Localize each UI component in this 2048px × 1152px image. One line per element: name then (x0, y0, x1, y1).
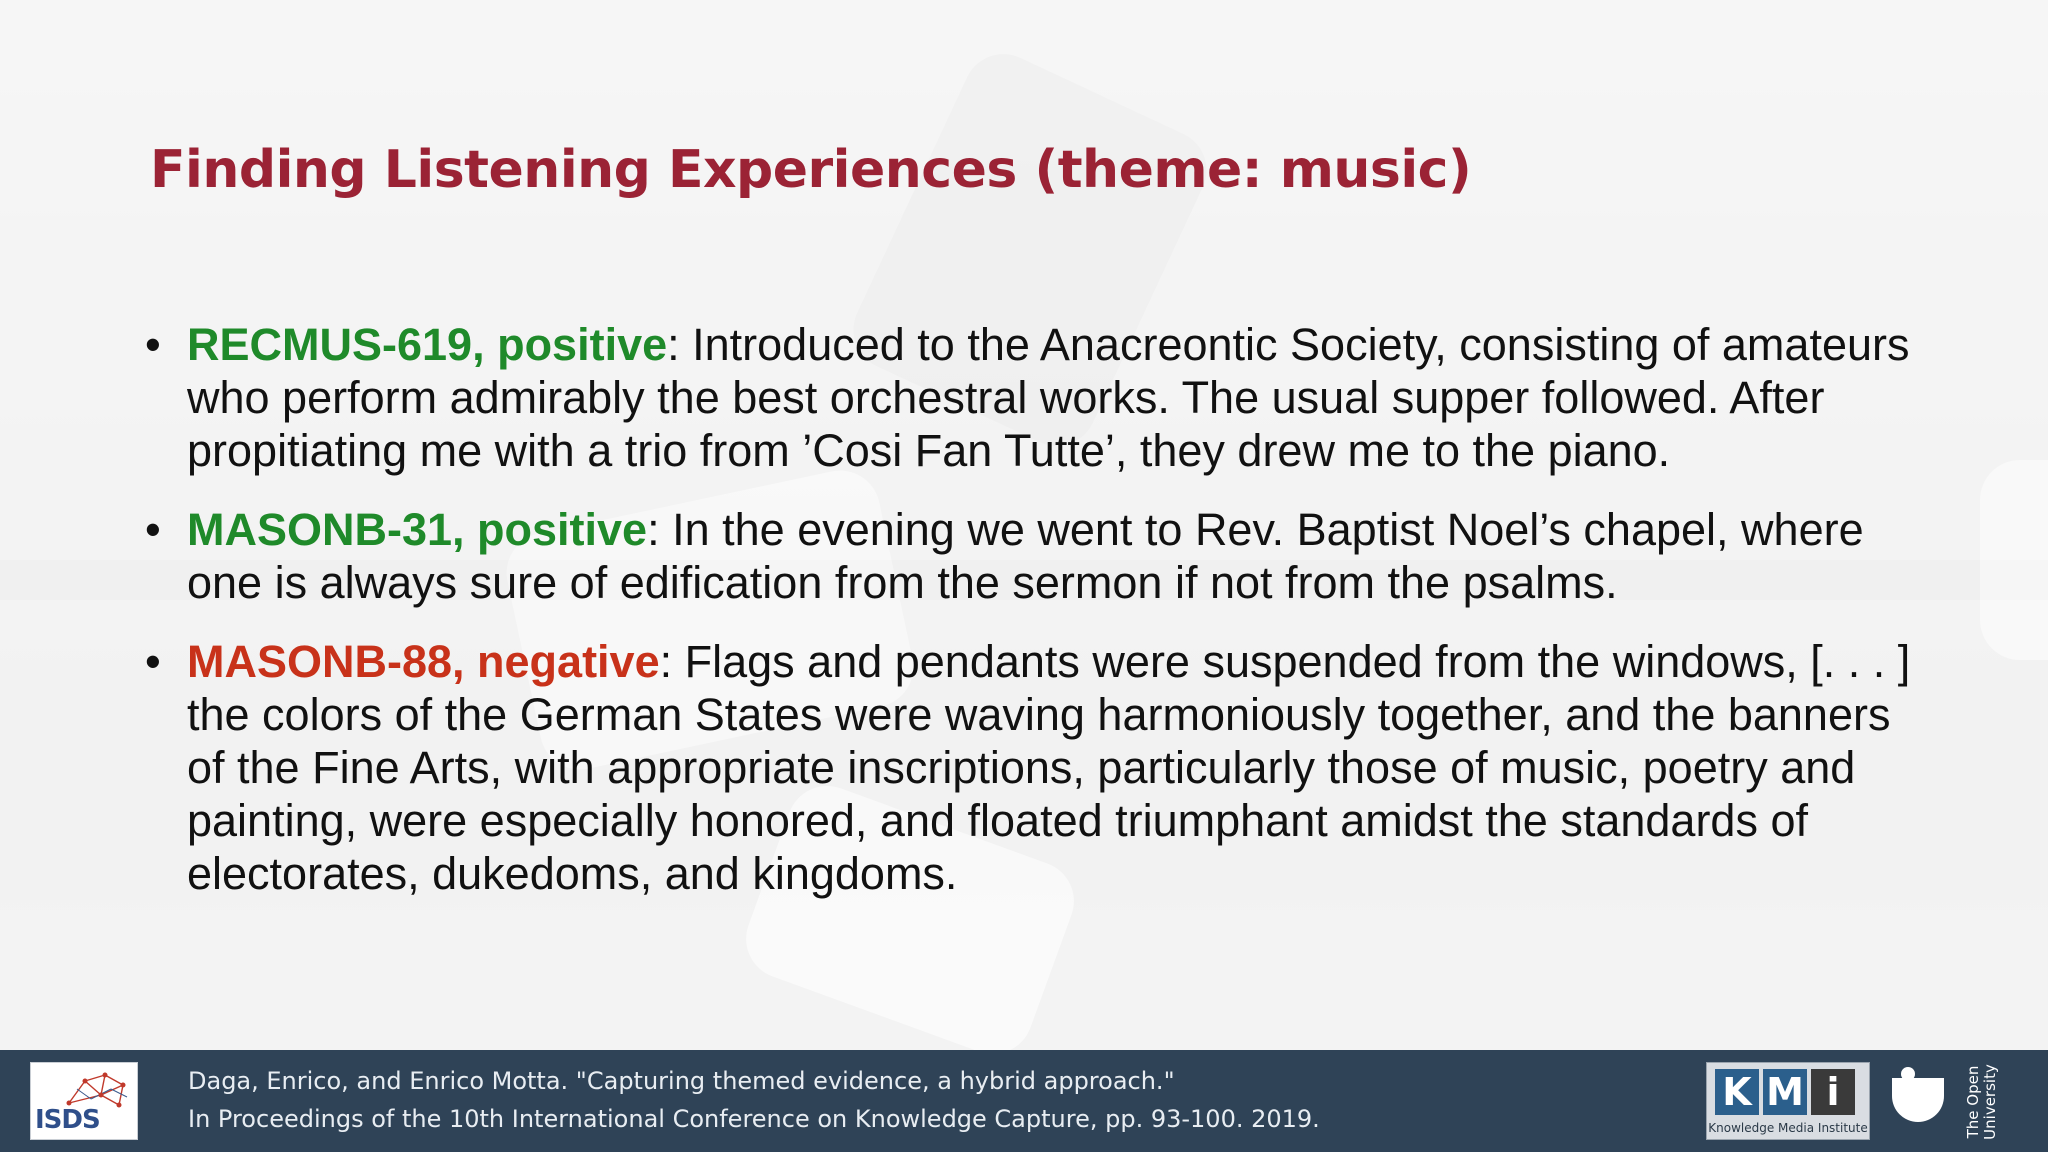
ou-name-line: The Open (1964, 1065, 1982, 1139)
kmi-caption: Knowledge Media Institute (1708, 1121, 1868, 1135)
excerpt-text: : Flags and pendants were suspended from the windows, [. . . ] the colors of the German States were waving harmoniously together, and the banners of the Fine Arts, with appropriate inscriptions, particularly those of music, poetry and painting, were especially honored, and floated triumphant amidst the standards of electorates, dukedoms, and kingdoms. (187, 636, 1911, 899)
open-university-name (1952, 1060, 2012, 1144)
excerpt-text: : Introduced to the Anacreontic Society, consisting of amateurs who perform admirably the best orchestral works. The usual supper followed. After propitiating me with a trio from ’Cosi Fan Tutte’, they drew me to the piano. (187, 319, 1910, 476)
kmi-logo (1706, 1062, 1870, 1140)
bullet-item (145, 503, 1915, 609)
excerpt-label: RECMUS-619, positive (187, 319, 668, 370)
bullet-item (145, 318, 1915, 477)
bullet-icon: • (145, 319, 161, 370)
open-university-icon (1890, 1066, 1946, 1126)
kmi-letter: i (1811, 1069, 1855, 1115)
isds-logo-text: ISDS (35, 1105, 100, 1135)
kmi-letter: M (1763, 1069, 1807, 1115)
bullet-list (145, 318, 1915, 926)
open-university-logo (1884, 1062, 1954, 1140)
citation-line: Daga, Enrico, and Enrico Motta. "Capturing themed evidence, a hybrid approach." (188, 1067, 1175, 1095)
footer-bar (0, 1050, 2048, 1152)
citation (188, 1062, 1638, 1138)
excerpt-label: MASONB-88, negative (187, 636, 660, 687)
bullet-item (145, 635, 1915, 900)
isds-logo (30, 1062, 138, 1140)
bullet-icon: • (145, 636, 161, 687)
citation-line: In Proceedings of the 10th International Conference on Knowledge Capture, pp. 93-100. 2019. (188, 1105, 1320, 1133)
excerpt-label: MASONB-31, positive (187, 504, 648, 555)
excerpt-text: : In the evening we went to Rev. Baptist Noel’s chapel, where one is always sure of edification from the sermon if not from the psalms. (187, 504, 1864, 608)
kmi-letter: K (1715, 1069, 1759, 1115)
bullet-icon: • (145, 504, 161, 555)
slide-title: Finding Listening Experiences (theme: music) (150, 140, 1472, 200)
ou-name-line: University (1981, 1064, 1999, 1140)
